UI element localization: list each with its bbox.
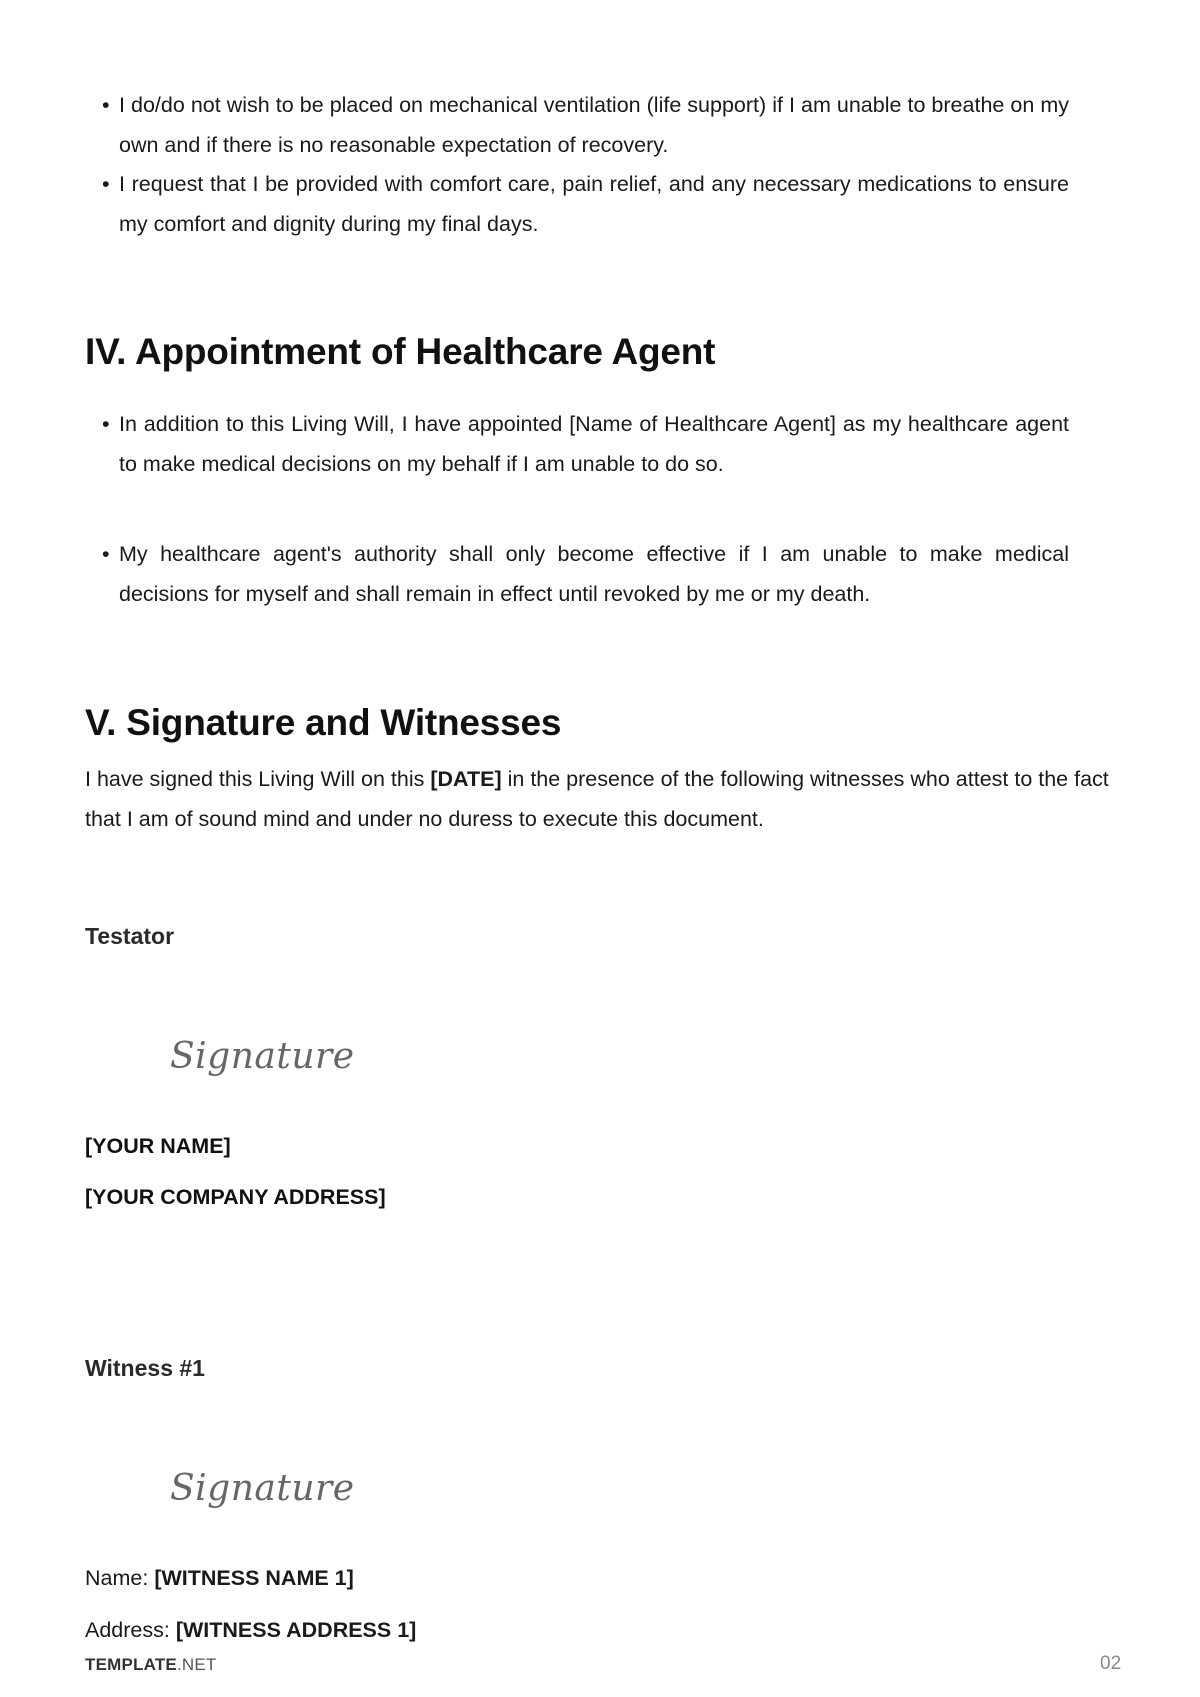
testator-signature: Signature <box>170 1036 355 1077</box>
list-item-text: I do/do not wish to be placed on mechanical ventilation (life support) if I am unable to breathe on my own and if there is no reasonable expectation of recovery. <box>119 93 1069 157</box>
date-placeholder: [DATE] <box>430 767 502 791</box>
page-number: 02 <box>1100 1653 1122 1674</box>
witness1-name-value: [WITNESS NAME 1] <box>154 1566 354 1590</box>
signature-intro-paragraph <box>85 760 1120 839</box>
section4-heading: IV. Appointment of Healthcare Agent <box>85 331 716 372</box>
witness1-signature: Signature <box>170 1468 355 1509</box>
list-item <box>102 405 1069 484</box>
brand-strong: TEMPLATE <box>85 1655 177 1674</box>
list-item <box>102 165 1069 244</box>
testator-address: [YOUR COMPANY ADDRESS] <box>85 1185 386 1209</box>
list-item-text: I request that I be provided with comfort care, pain relief, and any necessary medications to ensure my comfort and dignity during my final days. <box>119 172 1069 236</box>
witness1-address-label: Address: <box>85 1618 176 1642</box>
witness1-label: Witness #1 <box>85 1355 205 1381</box>
list-item-text: My healthcare agent's authority shall only become effective if I am unable to make medical decisions for myself and shall remain in effect until revoked by me or my death. <box>119 542 1069 606</box>
bullet-icon: • <box>102 172 110 196</box>
testator-label: Testator <box>85 923 175 949</box>
bullet-icon: • <box>102 93 110 117</box>
bullet-icon: • <box>102 412 110 436</box>
list-item <box>102 535 1069 614</box>
list-item-text: In addition to this Living Will, I have appointed [Name of Healthcare Agent] as my healthcare agent to make medical decisions on my behalf if I am unable to do so. <box>119 412 1069 476</box>
intro-text-after: in the presence of the following witnesses who attest to the fact that I am of sound mind and under no duress to execute this document. <box>85 767 1109 831</box>
section5-heading: V. Signature and Witnesses <box>85 702 562 743</box>
brand-light: .NET <box>176 1655 217 1674</box>
witness1-address-value: [WITNESS ADDRESS 1] <box>175 1618 417 1642</box>
witness1-address-field <box>85 1618 416 1643</box>
testator-name: [YOUR NAME] <box>85 1134 231 1158</box>
intro-text-before: I have signed this Living Will on this <box>85 767 431 791</box>
witness1-name-field <box>85 1566 354 1591</box>
witness1-name-label: Name: <box>85 1566 155 1590</box>
list-item <box>102 86 1069 165</box>
template-net-logo <box>85 1655 216 1675</box>
bullet-icon: • <box>102 542 110 566</box>
